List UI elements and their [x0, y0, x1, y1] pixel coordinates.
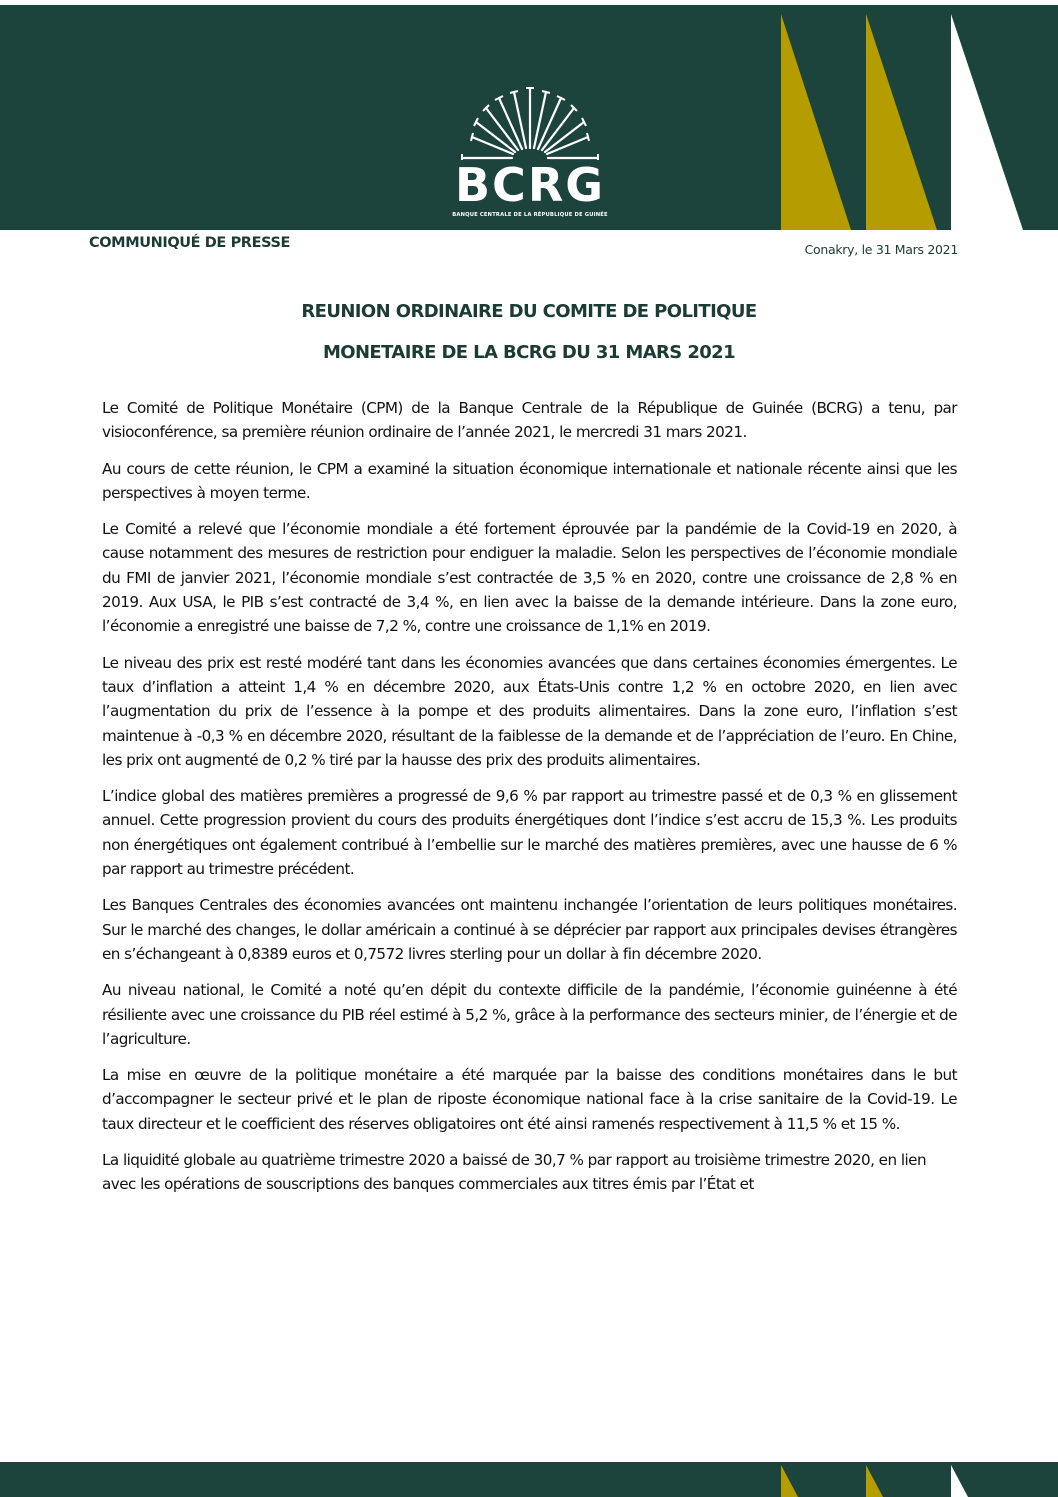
press-release-body: [102, 396, 957, 1209]
document-type-label: COMMUNIQUÉ DE PRESSE: [89, 235, 291, 251]
paragraph: Le niveau des prix est resté modéré tant dans les économies avancées que dans certaines économies émergentes. Le taux d’inflation a atteint 1,4 % en décembre 2020, aux États-Unis contre 1,2 % en octobre 2020, en lien avec l’augmentation du prix de l’essence à la pompe et des produits alimentaires. Dans la zone euro, l’inflation s’est maintenue à -0,3 % en décembre 2020, résultant de la faiblesse de la demande et de l’appréciation de l’euro. En Chine, les prix ont augmenté de 0,2 % tiré par la hausse des prix des produits alimentaires.: [102, 653, 957, 769]
paragraph: La liquidité globale au quatrième trimestre 2020 a baissé de 30,7 % par rapport au troisième trimestre 2020, en lien avec les opérations de souscriptions des banques commerciales aux titres émis par l’État et: [102, 1151, 927, 1194]
paragraph: Au cours de cette réunion, le CPM a examiné la situation économique internationale et nationale récente ainsi que les perspectives à moyen terme.: [102, 459, 957, 502]
paragraph: Au niveau national, le Comité a noté qu’en dépit du contexte difficile de la pandémie, l’économie guinéenne à été résiliente avec une croissance du PIB réel estimé à 5,2 %, grâce à la performance des secteurs minier, de l’énergie et de l’agriculture.: [102, 981, 957, 1048]
page-title-line-2: MONETAIRE DE LA BCRG DU 31 MARS 2021: [322, 342, 736, 363]
paragraph: L’indice global des matières premières a progressé de 9,6 % par rapport au trimestre passé et de 0,3 % en glissement annuel. Cette progression provient du cours des produits énergétiques dont l’indice s’est accru de 15,3 %. Les produits non énergétiques ont également contribué à l’embellie sur le marché des matières premières, avec une hausse de 6 % par rapport au trimestre précédent.: [102, 787, 957, 879]
paragraph: La mise en œuvre de la politique monétaire a été marquée par la baisse des conditions monétaires dans le but d’accompagner le secteur privé et le plan de riposte économique national face à la crise sanitaire de la Covid-19. Le taux directeur et le coefficient des réserves obligatoires ont été ainsi ramenés respectivement à 11,5 % et 15 %.: [102, 1066, 957, 1133]
header-banner: [0, 5, 1058, 230]
paragraph: Le Comité de Politique Monétaire (CPM) de la Banque Centrale de la République de Guinée (BCRG) a tenu, par visioconférence, sa première réunion ordinaire de l’année 2021, le mercredi 31 mars 2021.: [102, 399, 957, 442]
logo-wordmark: BCRG: [455, 158, 605, 212]
footer-banner: [0, 1462, 1058, 1497]
logo-tagline: BANQUE CENTRALE DE LA RÉPUBLIQUE DE GUINÉE: [452, 212, 608, 218]
page-title-line-1: REUNION ORDINAIRE DU COMITE DE POLITIQUE: [301, 301, 757, 322]
sunburst-rays-icon: [460, 80, 600, 160]
decorative-triangles-icon: [0, 1462, 1058, 1497]
paragraph: Le Comité a relevé que l’économie mondiale a été fortement éprouvée par la pandémie de la Covid-19 en 2020, à cause notamment des mesures de restriction pour endiguer la maladie. Selon les perspectives de l’économie mondiale du FMI de janvier 2021, l’économie mondiale s’est contractée de 3,5 % en 2020, contre une croissance de 2,8 % en 2019. Aux USA, le PIB s’est contracté de 3,4 %, en lien avec la baisse de la demande intérieure. Dans la zone euro, l’économie a enregistré une baisse de 7,2 %, contre une croissance de 1,1% en 2019.: [102, 520, 957, 636]
bcrg-logo: [430, 80, 630, 230]
paragraph: Les Banques Centrales des économies avancées ont maintenu inchangée l’orientation de leurs politiques monétaires. Sur le marché des changes, le dollar américain a continué à se déprécier par rapport aux principales devises étrangères en s’échangeant à 0,8389 euros et 0,7572 livres sterling pour un dollar à fin décembre 2020.: [102, 896, 957, 963]
document-date: Conakry, le 31 Mars 2021: [804, 242, 958, 257]
